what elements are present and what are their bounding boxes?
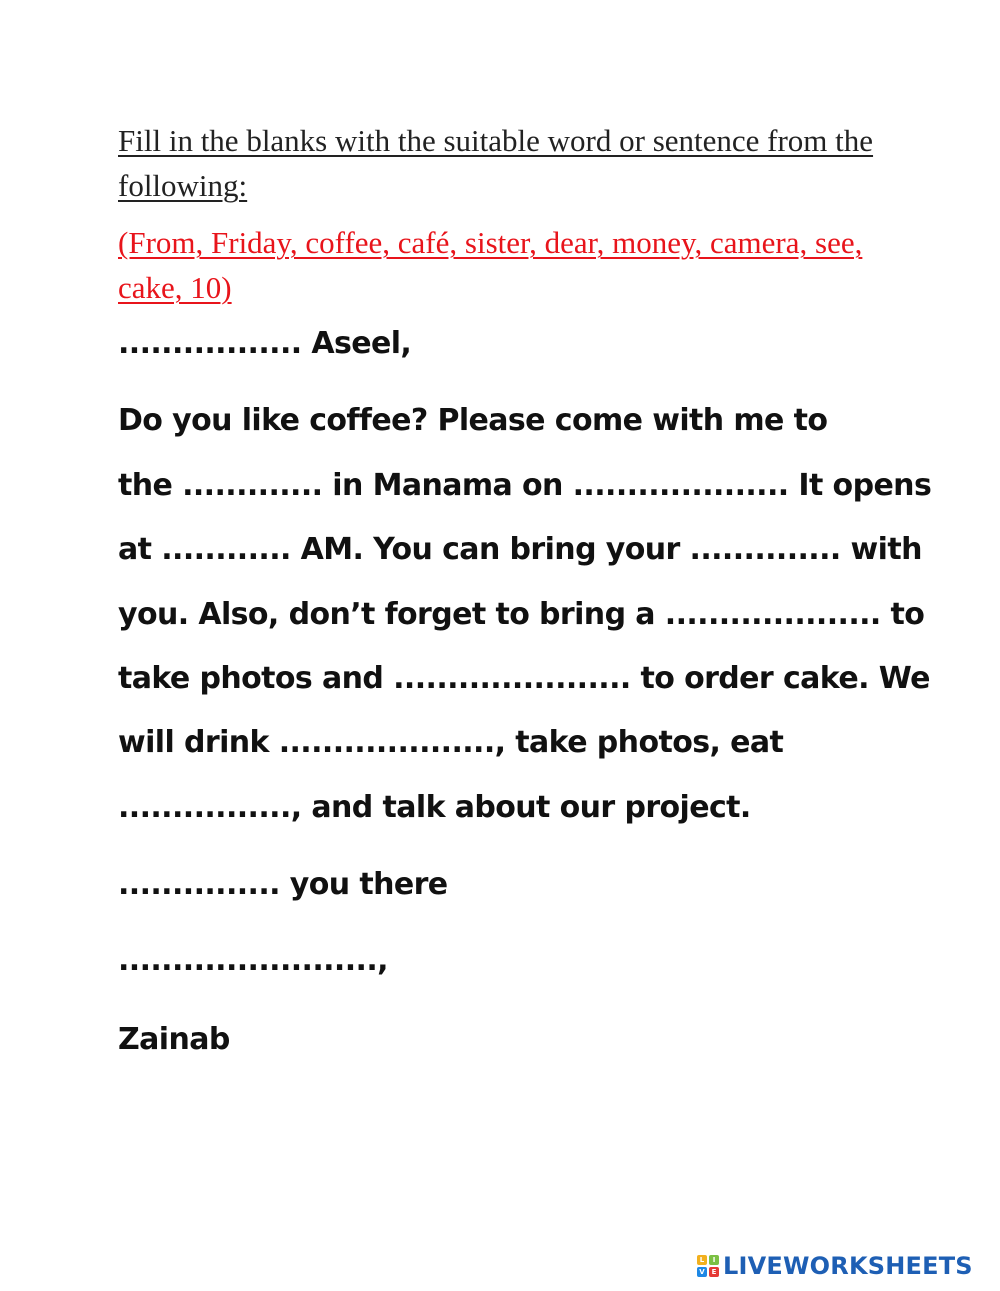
letter-closing-line: ............... you there <box>118 867 448 902</box>
letter-greeting-line: ................. Aseel, <box>118 326 412 361</box>
letter-body-line: Do you like coffee? Please come with me to <box>118 403 828 438</box>
letter-body-line: ................, and talk about our project. <box>118 790 751 825</box>
letter-signoff-line: ........................, <box>118 943 388 978</box>
liveworksheets-brand <box>697 1252 973 1280</box>
brand-wordmark: LIVEWORKSHEETS <box>723 1252 973 1280</box>
logo-square: V <box>697 1267 707 1277</box>
instructions-text: Fill in the blanks with the suitable word or sentence from the following: <box>118 123 874 203</box>
logo-square: I <box>709 1255 719 1265</box>
letter-body-line: take photos and ...................... to order cake. We <box>118 661 930 696</box>
letter-body-line: at ............ AM. You can bring your .............. with <box>118 532 922 567</box>
logo-square: E <box>709 1267 719 1277</box>
logo-square: L <box>697 1255 707 1265</box>
letter-body-line: will drink ...................., take photos, eat <box>118 725 784 760</box>
liveworksheets-logo-icon <box>697 1255 719 1277</box>
letter-body-line: you. Also, don’t forget to bring a .................... to <box>118 597 925 632</box>
letter-signature: Zainab <box>118 1022 230 1057</box>
letter-body-line: the ............. in Manama on .................... It opens <box>118 468 932 503</box>
word-bank: (From, Friday, coffee, café, sister, dear, money, camera, see, cake, 10) <box>118 225 863 305</box>
